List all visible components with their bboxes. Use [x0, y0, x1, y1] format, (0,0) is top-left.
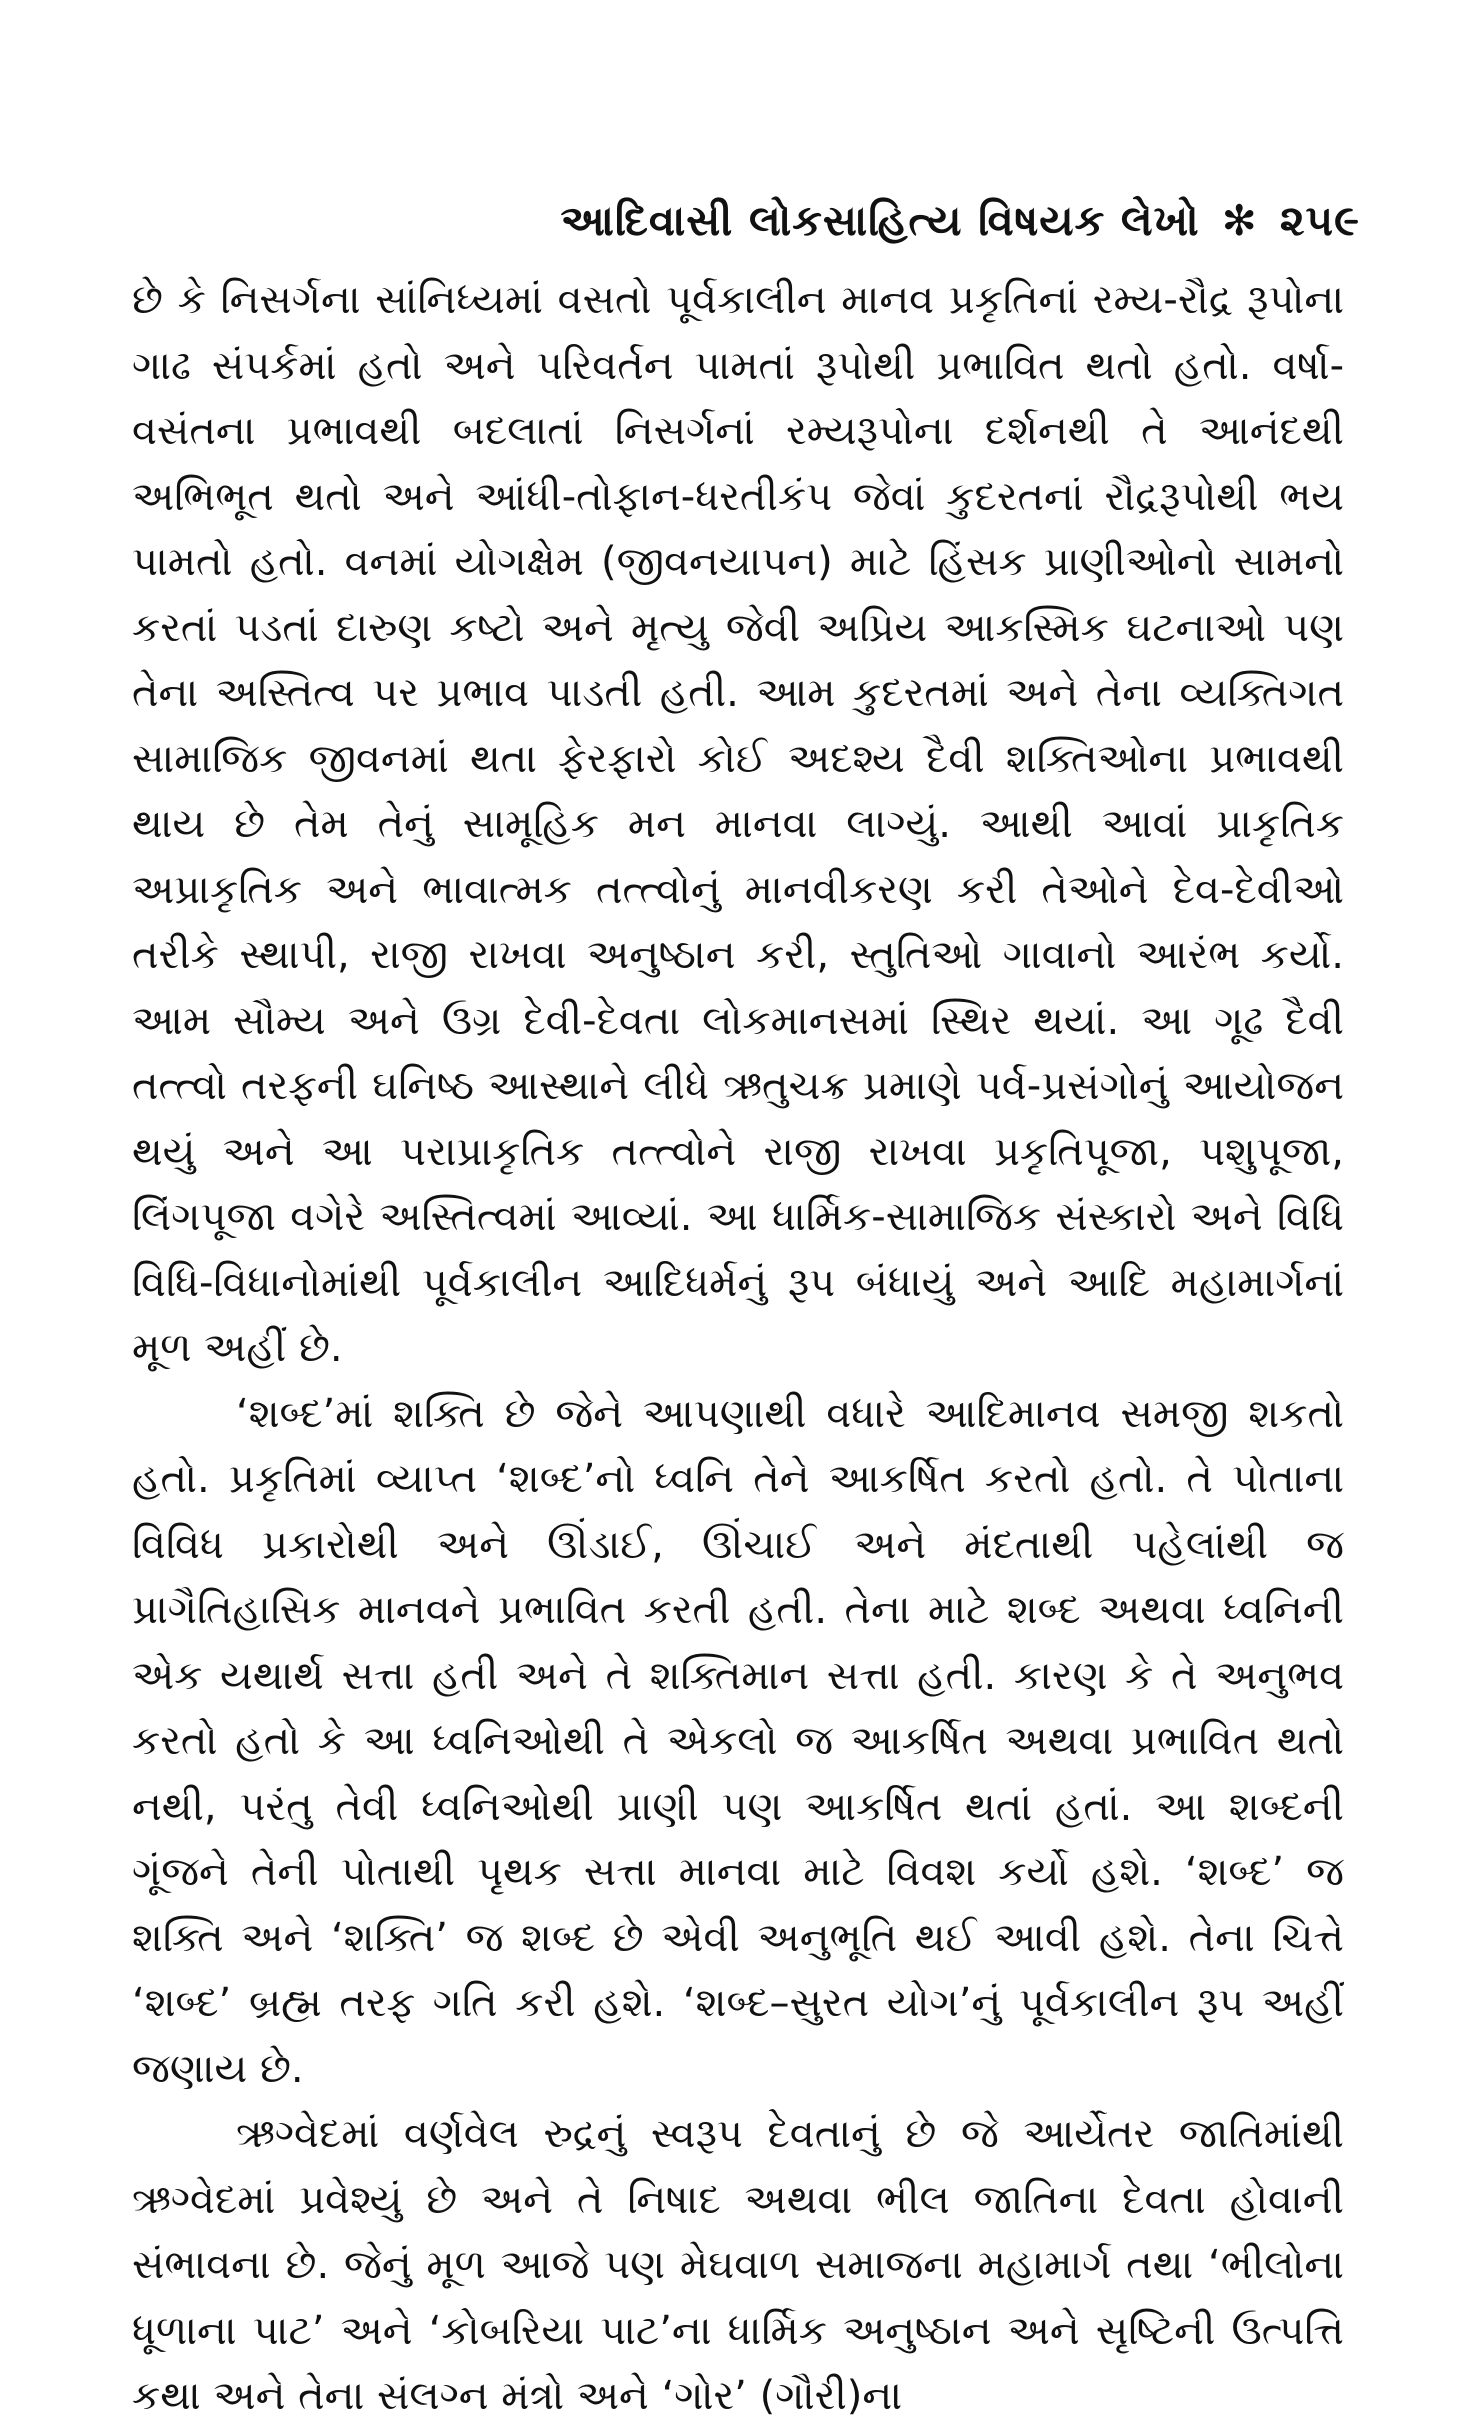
paragraph-continued: છે કે નિસર્ગના સાંનિધ્યમાં વસતો પૂર્વકાલીન માનવ પ્રકૃતિનાં રમ્ય-રૌદ્ર રૂપોના ગાઢ સંપર્કમાં હતો અને પરિવર્તન પામતાં રૂપોથી પ્રભાવિત થતો હતો. વર્ષા-વસંતના પ્રભાવથી બદલાતાં નિસર્ગનાં રમ્યરૂપોના દર્શનથી તે આનંદથી અભિભૂત થતો અને આંધી-તોફાન-ધરતીકંપ જેવાં કુદરતનાં રૌદ્રરૂપોથી ભય પામતો હતો. વનમાં યોગક્ષેમ (જીવનયાપન) માટે હિંસક પ્રાણીઓનો સામનો કરતાં પડતાં દારુણ કષ્ટો અને મૃત્યુ જેવી અપ્રિય આકસ્મિક ઘટનાઓ પણ તેના અસ્તિત્વ પર પ્રભાવ પાડતી હતી. આમ કુદરતમાં અને તેના વ્યક્તિગત સામાજિક જીવનમાં થતા ફેરફારો કોઈ અદશ્ય દૈવી શક્તિઓના પ્રભાવથી થાય છે તેમ તેનું સામૂહિક મન માનવા લાગ્યું. આથી આવાં પ્રાકૃતિક અપ્રાકૃતિક અને ભાવાત્મક તત્ત્વોનું માનવીકરણ કરી તેઓને દેવ-દેવીઓ તરીકે સ્થાપી, રાજી રાખવા અનુષ્ઠાન કરી, સ્તુતિઓ ગાવાનો આરંભ કર્યો. આમ સૌમ્ય અને ઉગ્ર દેવી-દેવતા લોકમાનસમાં સ્થિર થયાં. આ ગૂઢ દૈવી તત્ત્વો તરફની ઘનિષ્ઠ આસ્થાને લીધે ઋતુચક્ર પ્રમાણે પર્વ-પ્રસંગોનું આયોજન થયું અને આ પરાપ્રાકૃતિક તત્ત્વોને રાજી રાખવા પ્રકૃતિપૂજા, પશુપૂજા, લિંગપૂજા વગેરે અસ્તિત્વમાં આવ્યાં. આ ધાર્મિક-સામાજિક સંસ્કારો અને વિધિ વિધિ-વિધાનોમાંથી પૂર્વકાલીન આદિધર્મનું રૂપ બંધાયું અને આદિ મહામાર્ગનાં મૂળ અહીં છે.: [132, 277, 1344, 1371]
page-number: ૨૫૯: [1279, 196, 1360, 245]
asterisk-icon: ✻: [1221, 196, 1258, 245]
header-title: આદિવાસી લોકસાહિત્ય વિષયક લેખો: [560, 196, 1200, 245]
paragraph-rigveda: ઋગ્વેદમાં વર્ણવેલ રુદ્રનું સ્વરૂપ દેવતાનું છે જે આર્યેતર જાતિમાંથી ઋગ્વેદમાં પ્રવેશ્યું છે અને તે નિષાદ અથવા ભીલ જાતિના દેવતા હોવાની સંભાવના છે. જેનું મૂળ આજે પણ મેઘવાળ સમાજના મહામાર્ગ તથા ‘ભીલોના ધૂળાના પાટ’ અને ‘કોબરિયા પાટ’ના ધાર્મિક અનુષ્ઠાન અને સૃષ્ટિની ઉત્પત્તિ કથા અને તેના સંલગ્ન મંત્રો અને ‘ગોર’ (ગૌરી)ના: [132, 2111, 1344, 2419]
paragraph-shabd: ‘શબ્દ’માં શક્તિ છે જેને આપણાથી વધારે આદિમાનવ સમજી શકતો હતો. પ્રકૃતિમાં વ્યાપ્ત ‘શબ્દ’નો ધ્વનિ તેને આકર્ષિત કરતો હતો. તે પોતાના વિવિધ પ્રકારોથી અને ઊંડાઈ, ઊંચાઈ અને મંદતાથી પહેલાંથી જ પ્રાગૈતિહાસિક માનવને પ્રભાવિત કરતી હતી. તેના માટે શબ્દ અથવા ધ્વનિની એક યથાર્થ સત્તા હતી અને તે શક્તિમાન સત્તા હતી. કારણ કે તે અનુભવ કરતો હતો કે આ ધ્વનિઓથી તે એકલો જ આકર્ષિત અથવા પ્રભાવિત થતો નથી, પરંતુ તેવી ધ્વનિઓથી પ્રાણી પણ આકર્ષિત થતાં હતાં. આ શબ્દની ગૂંજને તેની પોતાથી પૃથક સત્તા માનવા માટે વિવશ કર્યો હશે. ‘શબ્દ’ જ શક્તિ અને ‘શક્તિ’ જ શબ્દ છે એવી અનુભૂતિ થઈ આવી હશે. તેના ચિત્તે ‘શબ્દ’ બ્રહ્મ તરફ ગતિ કરી હશે. ‘શબ્દ–સુરત યોગ’નું પૂર્વકાલીન રૂપ અહીં જણાય છે.: [132, 1390, 1344, 2092]
body-text: [132, 268, 1344, 2430]
running-header: [560, 196, 1360, 246]
